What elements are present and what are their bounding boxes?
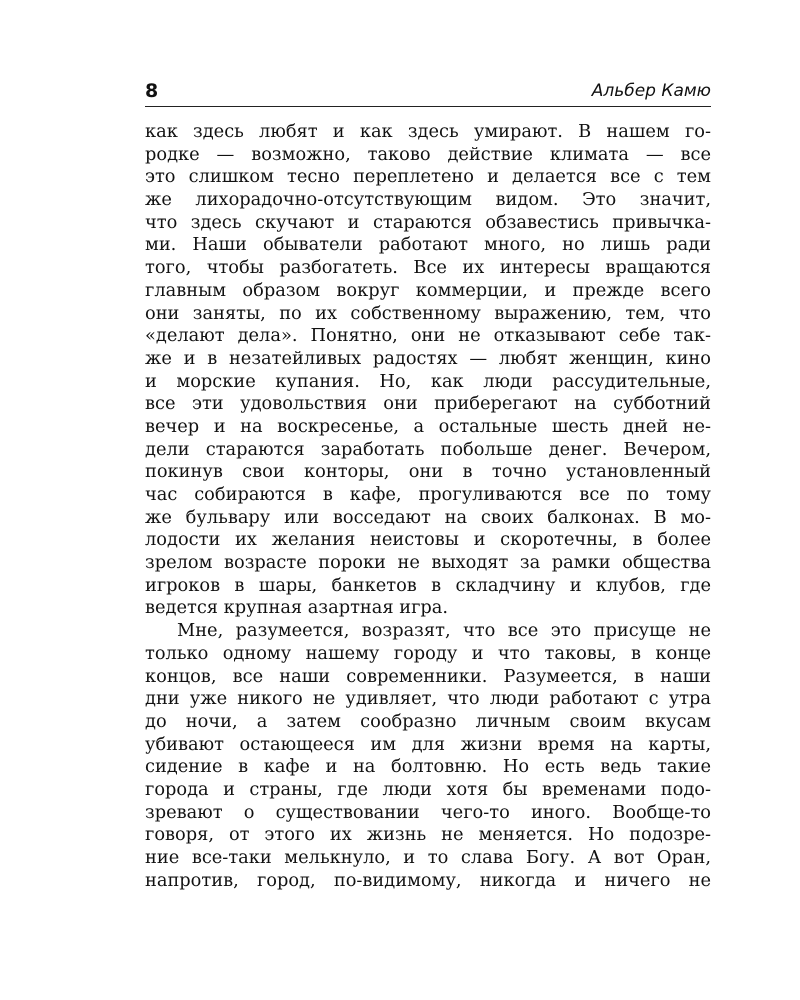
text-line: концов, все наши современники. Разумеется, в наши — [145, 665, 711, 687]
text-line: зревают о существовании чего-то иного. Вообще-то — [145, 801, 711, 823]
text-line: города и страны, где люди хотя бы временами подо- — [145, 778, 711, 800]
text-line: зрелом возрасте пороки не выходят за рамки общества — [145, 552, 711, 574]
text-line: дни уже никого не удивляет, что люди работают с утра — [145, 688, 711, 710]
text-line: и морские купания. Но, как люди рассудительные, — [145, 370, 711, 392]
page-number: 8 — [145, 80, 159, 102]
text-line: дели стараются заработать побольше денег. Вечером, — [145, 438, 711, 460]
text-line: все эти удовольствия они приберегают на субботний — [145, 393, 711, 415]
text-line: ми. Наши обыватели работают много, но лишь ради — [145, 234, 711, 256]
text-line: они заняты, по их собственному выражению, тем, что — [145, 302, 711, 324]
text-line: главным образом вокруг коммерции, и прежде всего — [145, 279, 711, 301]
text-line: «делают дела». Понятно, они не отказывают себе так- — [145, 325, 711, 347]
text-line: только одному нашему городу и что таковы, в конце — [145, 642, 711, 664]
text-line: Мне, разумеется, возразят, что все это присуще не — [177, 620, 711, 642]
text-line: как здесь любят и как здесь умирают. В нашем го- — [145, 121, 711, 142]
body-text — [145, 121, 711, 892]
paragraph — [145, 121, 711, 620]
text-line: говоря, от этого их жизнь не меняется. Но подозре- — [145, 824, 711, 846]
text-line: же бульвару или восседают на своих балконах. В мо- — [145, 506, 711, 528]
text-line: это слишком тесно переплетено и делается все с тем — [145, 166, 711, 188]
text-line: того, чтобы разбогатеть. Все их интересы вращаются — [145, 257, 711, 279]
text-line: что здесь скучают и стараются обзавестись привычка- — [145, 211, 711, 233]
paragraph — [145, 620, 711, 892]
text-line: же и в незатейливых радостях — любят женщин, кино — [145, 347, 711, 369]
text-line: убивают остающееся им для жизни время на карты, — [145, 733, 711, 755]
text-line: покинув свои конторы, они в точно установленный — [145, 461, 711, 483]
text-line: напротив, город, по-видимому, никогда и ничего не — [145, 869, 711, 891]
text-line: час собираются в кафе, прогуливаются все по тому — [145, 484, 711, 505]
text-line: лодости их желания неистовы и скоротечны, в более — [145, 529, 711, 551]
text-line: же лихорадочно-отсутствующим видом. Это значит, — [145, 189, 711, 211]
text-line: ведется крупная азартная игра. — [145, 597, 449, 619]
book-page — [145, 80, 711, 892]
text-line: до ночи, а затем сообразно личным своим вкусам — [145, 710, 711, 732]
text-line: сидение в кафе и на болтовню. Но есть ведь такие — [145, 756, 711, 778]
running-title: Альбер Камю — [591, 81, 711, 101]
text-line: игроков в шары, банкетов в складчину и клубов, где — [145, 574, 711, 596]
text-line: родке — возможно, таково действие климата — все — [145, 143, 711, 165]
text-line: вечер и на воскресенье, а остальные шесть дней не- — [145, 415, 711, 437]
page-header — [145, 80, 711, 107]
text-line: ние все-таки мелькнуло, и то слава Богу. А вот Оран, — [145, 847, 711, 868]
